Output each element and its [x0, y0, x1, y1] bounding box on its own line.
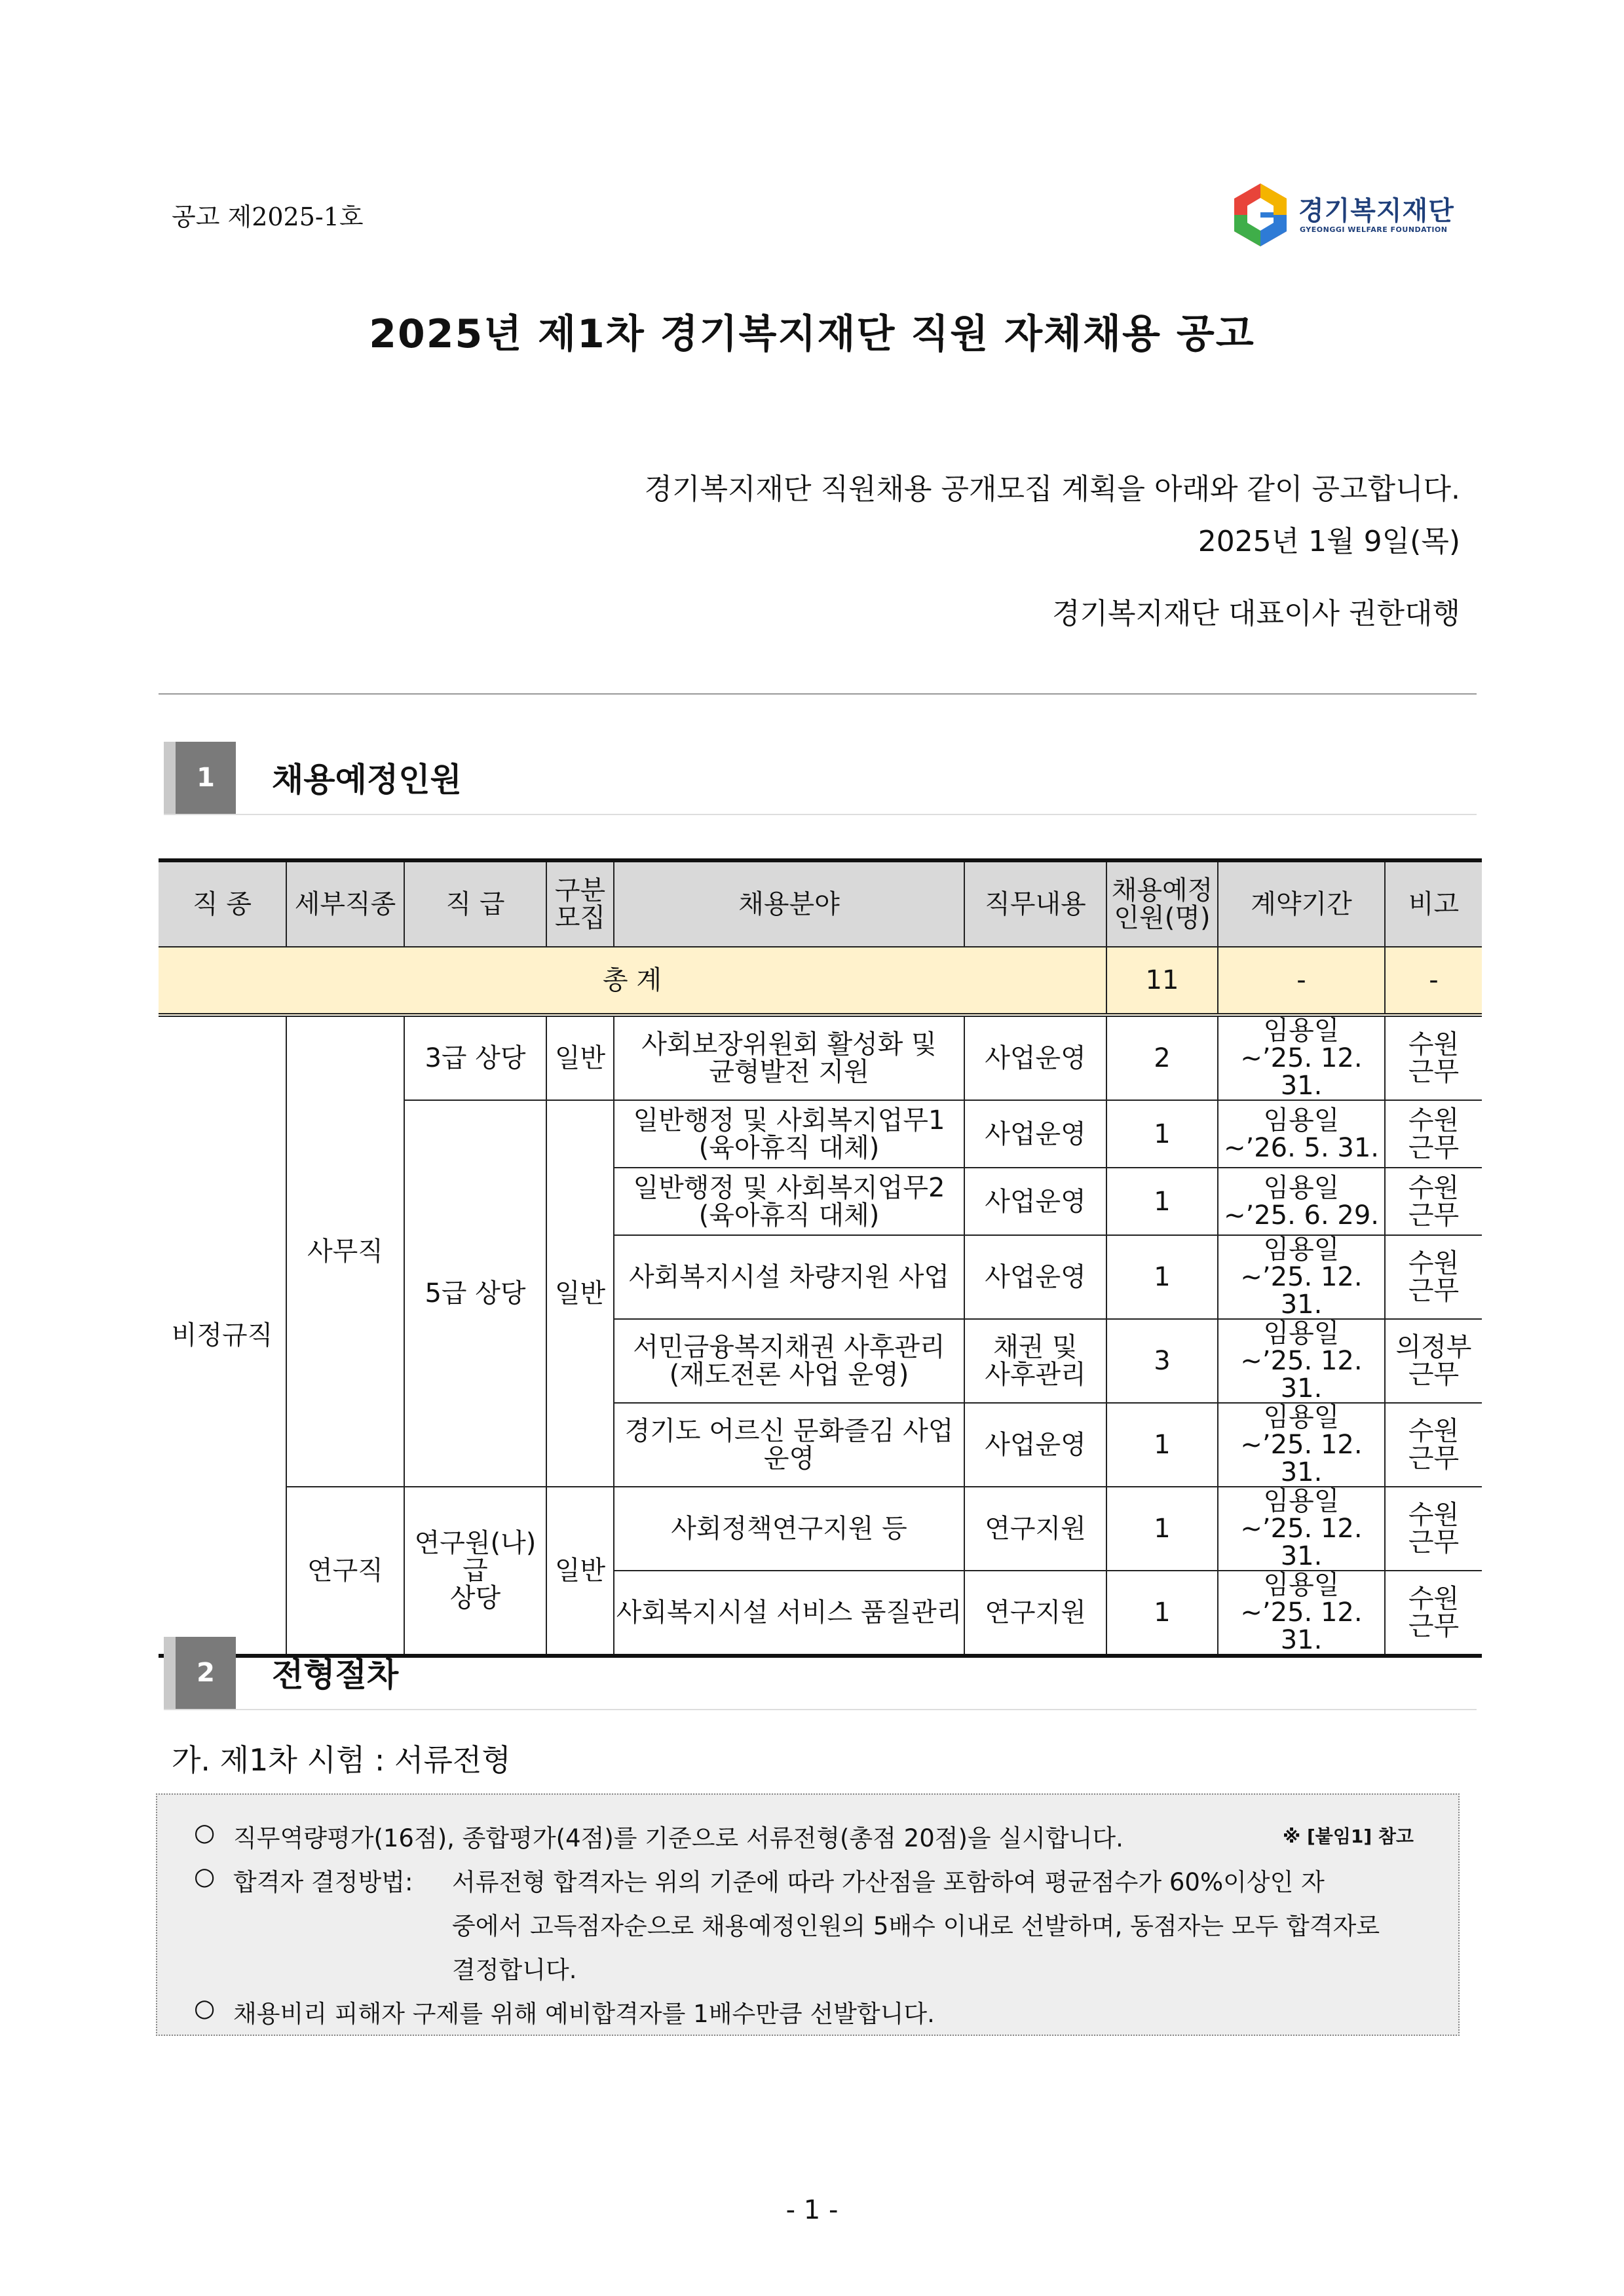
count-cell: 1 — [1106, 1571, 1218, 1656]
period-cell: 임용일 ~’25. 12. 31. — [1218, 1403, 1385, 1487]
subsection-title: 가. 제1차 시험 : 서류전형 — [172, 1742, 511, 1778]
notice-number: 공고 제2025-1호 — [172, 202, 364, 231]
signer: 경기복지재단 대표이사 권한대행 — [1051, 597, 1460, 630]
col-jobtype: 직 종 — [159, 860, 286, 947]
table-header-row — [159, 860, 1482, 947]
table-row — [159, 1487, 1482, 1571]
field-cell: 사회보장위원회 활성화 및 균형발전 지원 — [614, 1015, 964, 1100]
page-title: 2025년 제1차 경기복지재단 직원 자체채용 공고 — [369, 311, 1255, 357]
section-title: 전형절차 — [272, 1656, 399, 1694]
duty-cell: 채권 및 사후관리 — [964, 1319, 1106, 1403]
bullet-text: 채용비리 피해자 구제를 위해 예비합격자를 1배수만큼 선발합니다. — [233, 2000, 935, 2028]
col-duty: 직무내용 — [964, 860, 1106, 947]
period-cell: 임용일 ~’25. 12. 31. — [1218, 1235, 1385, 1319]
gubun-cell: 일반 — [546, 1487, 614, 1656]
col-field: 채용분야 — [614, 860, 964, 947]
count-cell: 1 — [1106, 1487, 1218, 1571]
bullet-text: 직무역량평가(16점), 종합평가(4점)를 기준으로 서류전형(총점 20점)을 실시합니다. — [233, 1824, 1124, 1852]
note-cell: 의정부 근무 — [1385, 1319, 1482, 1403]
period-cell: 임용일 ~’25. 6. 29. — [1218, 1168, 1385, 1235]
duty-cell: 사업운영 — [964, 1100, 1106, 1168]
note-cell: 수원 근무 — [1385, 1403, 1482, 1487]
section-header-2 — [164, 1637, 1477, 1710]
col-note: 비고 — [1385, 860, 1482, 947]
bullet-text: 중에서 고득점자순으로 채용예정인원의 5배수 이내로 선발하며, 동점자는 모두 합격자로 — [452, 1912, 1380, 1940]
foundation-logo-icon — [1230, 181, 1291, 249]
bullet-text: 서류전형 합격자는 위의 기준에 따라 가산점을 포함하여 평균점수가 60%이상인 자 — [452, 1868, 1325, 1896]
field-cell: 일반행정 및 사회복지업무2 (육아휴직 대체) — [614, 1168, 964, 1235]
total-count: 11 — [1106, 947, 1218, 1015]
period-cell: 임용일 ~’25. 12. 31. — [1218, 1571, 1385, 1656]
field-cell: 사회복지시설 차량지원 사업 — [614, 1235, 964, 1319]
section-number: 2 — [164, 1637, 236, 1709]
total-note: - — [1385, 947, 1482, 1015]
period-cell: 임용일 ~’25. 12. 31. — [1218, 1319, 1385, 1403]
recruitment-table — [159, 858, 1482, 1658]
col-period: 계약기간 — [1218, 860, 1385, 947]
page-number: - 1 - — [785, 2195, 839, 2225]
duty-cell: 연구지원 — [964, 1571, 1106, 1656]
circle-bullet-icon: ○ — [194, 1994, 216, 2022]
count-cell: 2 — [1106, 1015, 1218, 1100]
logo-name: 경기복지재단 — [1298, 196, 1454, 226]
count-cell: 1 — [1106, 1235, 1218, 1319]
intro-text: 경기복지재단 직원채용 공개모집 계획을 아래와 같이 공고합니다. — [644, 472, 1460, 506]
section-header-1 — [164, 742, 1477, 815]
field-cell: 경기도 어르신 문화즐김 사업 운영 — [614, 1403, 964, 1487]
note-cell: 수원 근무 — [1385, 1015, 1482, 1100]
note-cell: 수원 근무 — [1385, 1100, 1482, 1168]
count-cell: 1 — [1106, 1168, 1218, 1235]
divider — [159, 693, 1477, 695]
duty-cell: 사업운영 — [964, 1235, 1106, 1319]
circle-bullet-icon: ○ — [194, 1862, 216, 1890]
col-subtype: 세부직종 — [286, 860, 404, 947]
grade-cell: 연구원(나)급 상당 — [404, 1487, 546, 1656]
office-cell: 사무직 — [286, 1015, 404, 1487]
duty-cell: 사업운영 — [964, 1015, 1106, 1100]
count-cell: 1 — [1106, 1100, 1218, 1168]
field-cell: 사회복지시설 서비스 품질관리 — [614, 1571, 964, 1656]
note-cell: 수원 근무 — [1385, 1168, 1482, 1235]
attachment-note: ※ [붙임1] 참고 — [1283, 1826, 1414, 1847]
period-cell: 임용일 ~’25. 12. 31. — [1218, 1487, 1385, 1571]
field-cell: 사회정책연구지원 등 — [614, 1487, 964, 1571]
total-row — [159, 947, 1482, 1015]
section-number: 1 — [164, 742, 236, 814]
field-cell: 서민금융복지채권 사후관리 (재도전론 사업 운영) — [614, 1319, 964, 1403]
note-cell: 수원 근무 — [1385, 1487, 1482, 1571]
bullet-label: 합격자 결정방법: — [233, 1868, 413, 1896]
col-count: 채용예정 인원(명) — [1106, 860, 1218, 947]
count-cell: 1 — [1106, 1403, 1218, 1487]
gubun-cell: 일반 — [546, 1100, 614, 1487]
col-grade: 직 급 — [404, 860, 546, 947]
total-label: 총 계 — [159, 947, 1106, 1015]
duty-cell: 사업운영 — [964, 1168, 1106, 1235]
section-title: 채용예정인원 — [272, 761, 462, 799]
logo-subtitle: GYEONGGI WELFARE FOUNDATION — [1300, 225, 1448, 234]
count-cell: 3 — [1106, 1319, 1218, 1403]
bullet-text: 결정합니다. — [452, 1956, 577, 1984]
col-gubun: 구분 모집 — [546, 860, 614, 947]
grade-cell: 3급 상당 — [404, 1015, 546, 1100]
period-cell: 임용일 ~’25. 12. 31. — [1218, 1015, 1385, 1100]
grade-cell: 5급 상당 — [404, 1100, 546, 1487]
gubun-cell: 일반 — [546, 1015, 614, 1100]
period-cell: 임용일 ~’26. 5. 31. — [1218, 1100, 1385, 1168]
field-cell: 일반행정 및 사회복지업무1 (육아휴직 대체) — [614, 1100, 964, 1168]
circle-bullet-icon: ○ — [194, 1818, 216, 1846]
duty-cell: 사업운영 — [964, 1403, 1106, 1487]
procedure-box — [156, 1793, 1460, 2036]
note-cell: 수원 근무 — [1385, 1235, 1482, 1319]
jobtype-cell: 비정규직 — [159, 1015, 286, 1656]
note-cell: 수원 근무 — [1385, 1571, 1482, 1656]
duty-cell: 연구지원 — [964, 1487, 1106, 1571]
research-cell: 연구직 — [286, 1487, 404, 1656]
total-period: - — [1218, 947, 1385, 1015]
notice-date: 2025년 1월 9일(목) — [1198, 525, 1460, 558]
table-row — [159, 1015, 1482, 1100]
foundation-logo — [1230, 181, 1453, 253]
